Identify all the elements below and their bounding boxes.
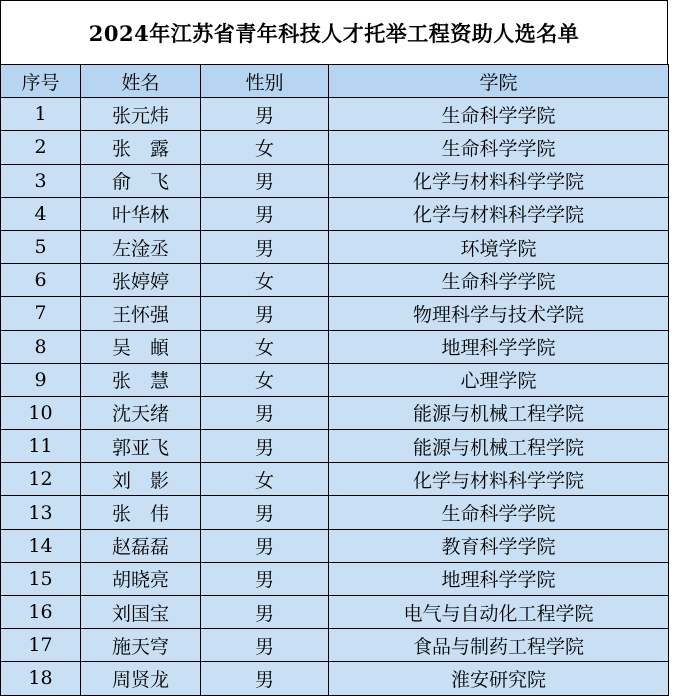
table-row xyxy=(1,629,669,662)
cell-college[interactable]: 食品与制药工程学院 xyxy=(329,629,669,662)
table-row xyxy=(1,529,669,562)
cell-gender[interactable]: 男 xyxy=(201,662,329,695)
cell-index[interactable]: 3 xyxy=(1,164,81,197)
cell-index[interactable]: 7 xyxy=(1,297,81,330)
cell-name[interactable]: 张 慧 xyxy=(81,363,201,396)
cell-college[interactable]: 化学与材料科学学院 xyxy=(329,164,669,197)
cell-gender[interactable]: 男 xyxy=(201,230,329,263)
cell-gender[interactable]: 男 xyxy=(201,98,329,131)
table-row xyxy=(1,496,669,529)
cell-gender[interactable]: 男 xyxy=(201,596,329,629)
cell-name[interactable]: 周贤龙 xyxy=(81,662,201,695)
cell-gender[interactable]: 女 xyxy=(201,330,329,363)
cell-college[interactable]: 地理科学学院 xyxy=(329,330,669,363)
header-name[interactable]: 姓名 xyxy=(81,65,201,98)
cell-college[interactable]: 物理科学与技术学院 xyxy=(329,297,669,330)
cell-index[interactable]: 2 xyxy=(1,131,81,164)
table-row xyxy=(1,230,669,263)
header-gender[interactable]: 性别 xyxy=(201,65,329,98)
table-row xyxy=(1,363,669,396)
cell-name[interactable]: 赵磊磊 xyxy=(81,529,201,562)
cell-college[interactable]: 生命科学学院 xyxy=(329,496,669,529)
cell-gender[interactable]: 女 xyxy=(201,131,329,164)
cell-name[interactable]: 王怀强 xyxy=(81,297,201,330)
cell-gender[interactable]: 女 xyxy=(201,463,329,496)
cell-college[interactable]: 淮安研究院 xyxy=(329,662,669,695)
table-row xyxy=(1,662,669,695)
cell-college[interactable]: 心理学院 xyxy=(329,363,669,396)
cell-gender[interactable]: 男 xyxy=(201,496,329,529)
table-row xyxy=(1,396,669,429)
cell-college[interactable]: 电气与自动化工程学院 xyxy=(329,596,669,629)
cell-name[interactable]: 胡晓亮 xyxy=(81,562,201,595)
table-row xyxy=(1,596,669,629)
header-row xyxy=(1,65,669,98)
cell-index[interactable]: 15 xyxy=(1,562,81,595)
table-row xyxy=(1,131,669,164)
table-row xyxy=(1,98,669,131)
cell-index[interactable]: 9 xyxy=(1,363,81,396)
cell-gender[interactable]: 男 xyxy=(201,629,329,662)
cell-college[interactable]: 教育科学学院 xyxy=(329,529,669,562)
cell-index[interactable]: 17 xyxy=(1,629,81,662)
cell-name[interactable]: 左淦丞 xyxy=(81,230,201,263)
cell-name[interactable]: 郭亚飞 xyxy=(81,430,201,463)
table-row xyxy=(1,297,669,330)
cell-name[interactable]: 俞 飞 xyxy=(81,164,201,197)
cell-college[interactable]: 化学与材料科学学院 xyxy=(329,197,669,230)
cell-index[interactable]: 5 xyxy=(1,230,81,263)
cell-gender[interactable]: 女 xyxy=(201,363,329,396)
cell-college[interactable]: 化学与材料科学学院 xyxy=(329,463,669,496)
cell-gender[interactable]: 男 xyxy=(201,562,329,595)
table-row xyxy=(1,562,669,595)
cell-college[interactable]: 能源与机械工程学院 xyxy=(329,396,669,429)
cell-name[interactable]: 刘 影 xyxy=(81,463,201,496)
cell-name[interactable]: 沈天绪 xyxy=(81,396,201,429)
table-row xyxy=(1,430,669,463)
cell-gender[interactable]: 男 xyxy=(201,297,329,330)
cell-index[interactable]: 18 xyxy=(1,662,81,695)
cell-name[interactable]: 吴 頔 xyxy=(81,330,201,363)
cell-index[interactable]: 12 xyxy=(1,463,81,496)
table-row xyxy=(1,330,669,363)
cell-index[interactable]: 16 xyxy=(1,596,81,629)
table-row xyxy=(1,164,669,197)
cell-college[interactable]: 环境学院 xyxy=(329,230,669,263)
cell-gender[interactable]: 男 xyxy=(201,529,329,562)
cell-name[interactable]: 张 露 xyxy=(81,131,201,164)
header-index[interactable]: 序号 xyxy=(1,65,81,98)
candidate-table xyxy=(0,64,669,696)
cell-name[interactable]: 刘国宝 xyxy=(81,596,201,629)
cell-gender[interactable]: 男 xyxy=(201,197,329,230)
table-row xyxy=(1,197,669,230)
cell-gender[interactable]: 女 xyxy=(201,264,329,297)
cell-college[interactable]: 能源与机械工程学院 xyxy=(329,430,669,463)
cell-college[interactable]: 地理科学学院 xyxy=(329,562,669,595)
cell-gender[interactable]: 男 xyxy=(201,430,329,463)
cell-name[interactable]: 叶华林 xyxy=(81,197,201,230)
table-row xyxy=(1,463,669,496)
sheet-title: 2024年江苏省青年科技人才托举工程资助人选名单 xyxy=(0,0,668,64)
cell-index[interactable]: 11 xyxy=(1,430,81,463)
cell-name[interactable]: 张元炜 xyxy=(81,98,201,131)
cell-index[interactable]: 13 xyxy=(1,496,81,529)
cell-gender[interactable]: 男 xyxy=(201,164,329,197)
cell-index[interactable]: 8 xyxy=(1,330,81,363)
cell-college[interactable]: 生命科学学院 xyxy=(329,98,669,131)
cell-college[interactable]: 生命科学学院 xyxy=(329,131,669,164)
cell-index[interactable]: 10 xyxy=(1,396,81,429)
table-row xyxy=(1,264,669,297)
cell-name[interactable]: 张婷婷 xyxy=(81,264,201,297)
cell-index[interactable]: 6 xyxy=(1,264,81,297)
cell-index[interactable]: 14 xyxy=(1,529,81,562)
cell-gender[interactable]: 男 xyxy=(201,396,329,429)
header-college[interactable]: 学院 xyxy=(329,65,669,98)
cell-index[interactable]: 1 xyxy=(1,98,81,131)
cell-index[interactable]: 4 xyxy=(1,197,81,230)
cell-college[interactable]: 生命科学学院 xyxy=(329,264,669,297)
cell-name[interactable]: 张 伟 xyxy=(81,496,201,529)
cell-name[interactable]: 施天穹 xyxy=(81,629,201,662)
